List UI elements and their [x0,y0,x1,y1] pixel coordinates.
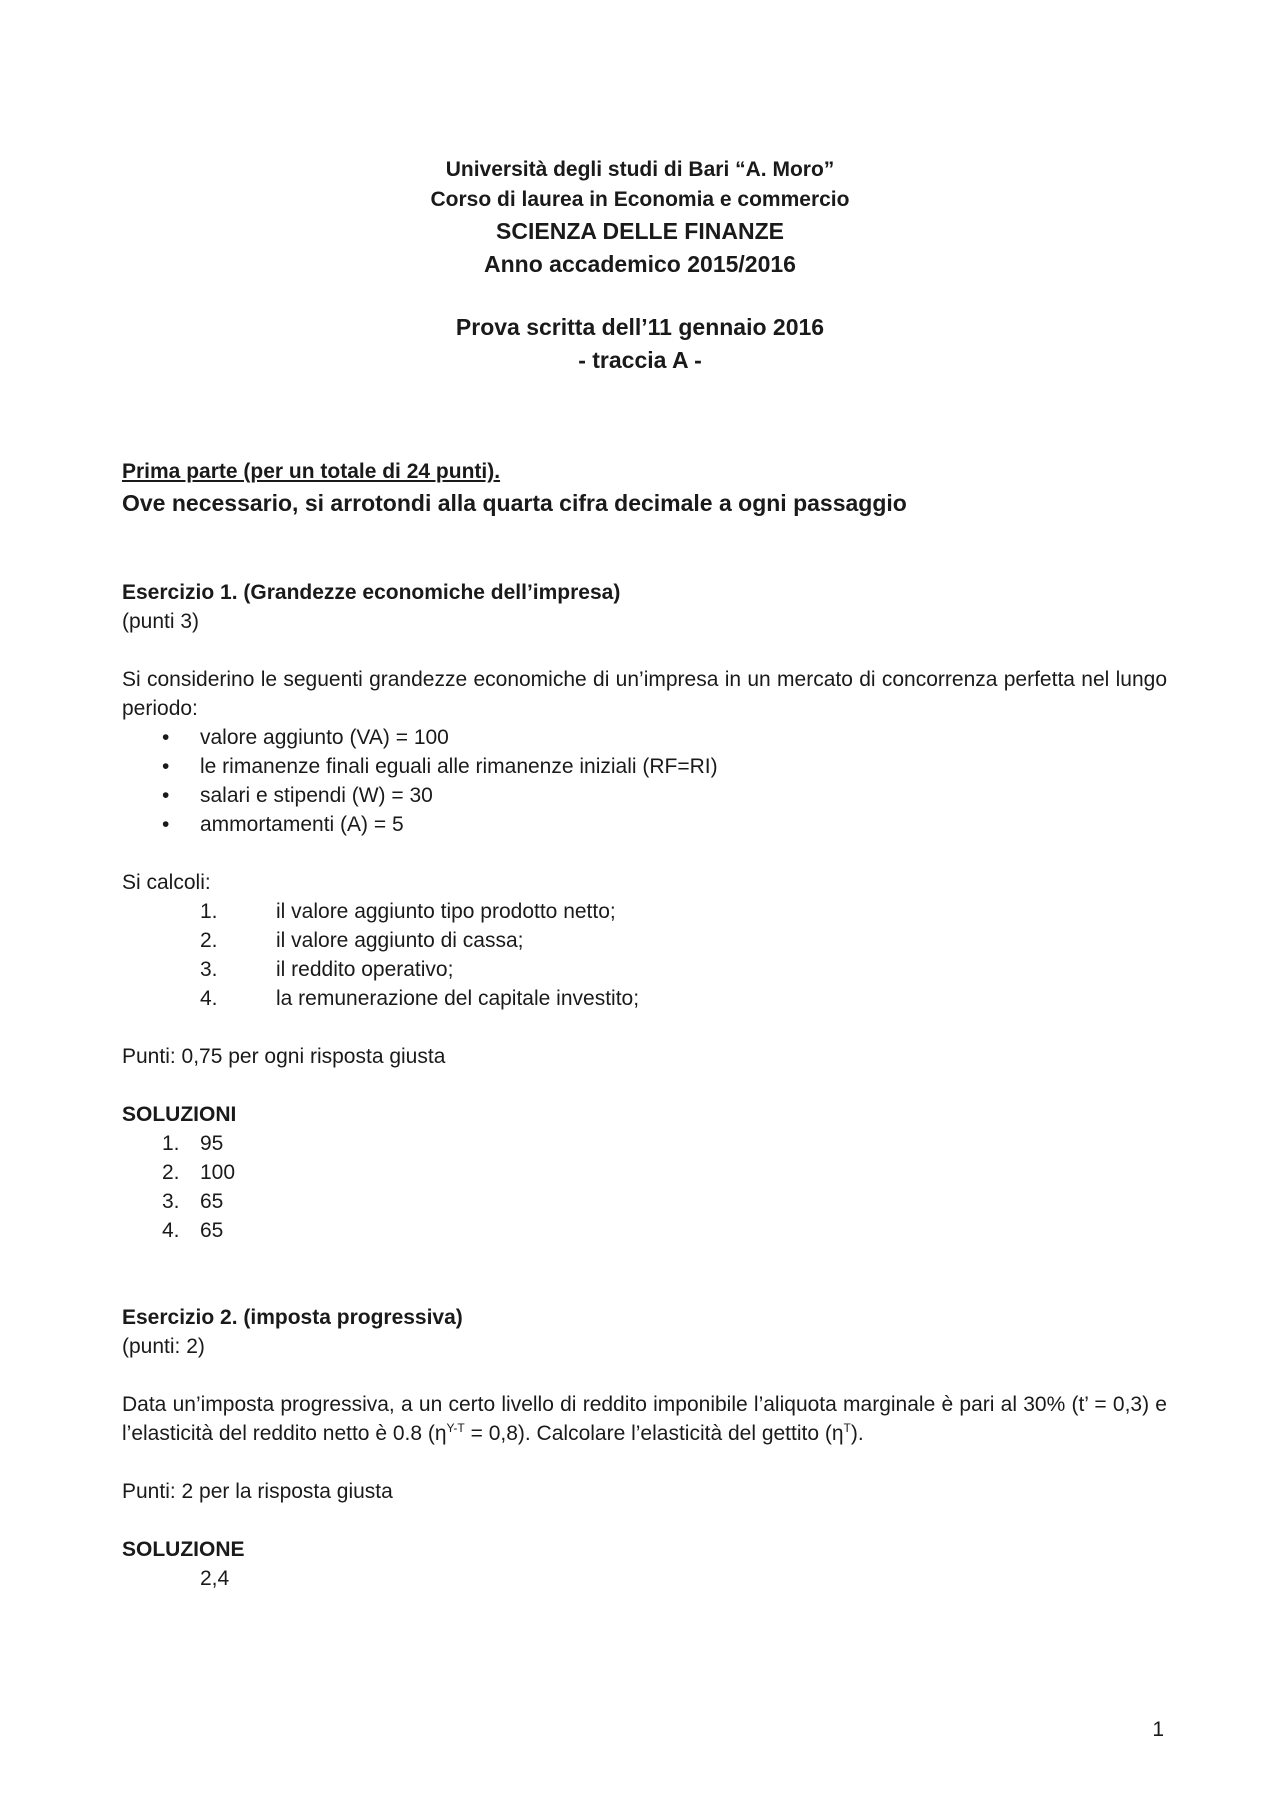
exercise-2-scoring: Punti: 2 per la risposta giusta [122,1480,393,1503]
document-body [122,457,1167,1593]
list-item: 3. 65 [162,1190,224,1213]
page-number: 1 [1152,1718,1164,1741]
exam-date: Prova scritta dell’11 gennaio 2016 [455,314,825,340]
list-item: 4. 65 [162,1219,224,1242]
university-name: Università degli studi di Bari “A. Moro” [445,158,835,181]
course-title: SCIENZA DELLE FINANZE [496,218,784,244]
list-item: 2. 100 [162,1161,236,1184]
exercise-2-solution-label: SOLUZIONE [122,1538,245,1561]
exercise-1-scoring: Punti: 0,75 per ogni risposta giusta [122,1045,446,1068]
degree-course: Corso di laurea in Economia e commercio [430,188,850,211]
list-item: 4. la remunerazione del capitale investito; [200,987,640,1010]
list-item: • valore aggiunto (VA) = 100 [122,723,1167,752]
exercise-2-text: Data un’imposta progressiva, a un certo livello di reddito imponibile l’aliquota marginale è pari al 30% (t’ = 0,3) e l’elasticità del reddito netto è 0.8 $(\eta^{Y-T} = 0,8)$. Calcolare l’elasticità del gettito $(\eta^T)$. [122,1393,1167,1445]
bullet-icon: • [162,813,170,836]
exercise-2-title: Esercizio 2. (imposta progressiva) [122,1306,463,1329]
exercise-2-points: (punti: 2) [122,1335,205,1358]
exercise-1-points: (punti 3) [122,610,200,633]
list-item: 1. il valore aggiunto tipo prodotto netto; [200,900,616,923]
exercise-1-solutions-label: SOLUZIONI [122,1103,237,1126]
document-header [0,155,1280,377]
exercise-1-title: Esercizio 1. (Grandezze economiche dell’impresa) [122,581,621,604]
rounding-instruction: Ove necessario, si arrotondi alla quarta cifra decimale a ogni passaggio [122,490,907,516]
list-item: • salari e stipendi (W) = 30 [122,781,1167,810]
list-item: 1. 95 [162,1132,224,1155]
exercise-1-solutions [122,1129,1167,1245]
list-item: 2. il valore aggiunto di cassa; [200,929,524,952]
exam-track: - traccia A - [578,347,702,373]
part-title: Prima parte (per un totale di 24 punti). [122,460,501,483]
list-item: 3. il reddito operativo; [200,958,454,981]
academic-year: Anno accademico 2015/2016 [484,251,796,277]
exercise-1-questions [122,897,1167,1013]
list-item: • le rimanenze finali eguali alle rimanenze iniziali (RF=RI) [122,752,1167,781]
list-item: • ammortamenti (A) = 5 [122,810,1167,839]
exercise-2-solution: 2,4 [200,1567,230,1590]
exercise-1-intro: Si considerino le seguenti grandezze economiche di un’impresa in un mercato di concorrenza perfetta nel lungo periodo: [122,668,1167,720]
bullet-icon: • [162,726,170,749]
bullet-icon: • [162,755,170,778]
exercise-1-calc-label: Si calcoli: [122,871,211,894]
exercise-1-bullets [122,723,1167,839]
bullet-icon: • [162,784,170,807]
